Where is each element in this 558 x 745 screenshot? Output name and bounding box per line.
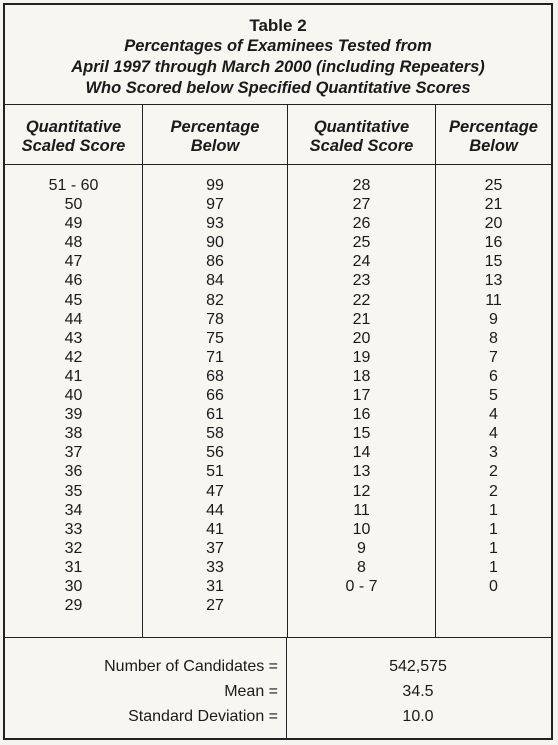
table-cell: 30	[64, 577, 83, 595]
summary-values	[287, 638, 549, 738]
table-cell: 45	[64, 291, 83, 309]
table-cell: 27	[206, 597, 224, 615]
table-cell: 7	[489, 348, 498, 366]
table-cell: 35	[64, 482, 83, 500]
table-cell: 13	[484, 272, 503, 290]
table-cell: 33	[206, 558, 224, 576]
table-cell: 28	[352, 177, 371, 194]
table-cell: 84	[206, 272, 224, 290]
table-subtitle-line-1: Percentages of Examinees Tested from	[124, 37, 432, 55]
table-cell: 44	[64, 310, 83, 328]
left-score-header-line-2: Scaled Score	[21, 137, 126, 155]
table-cell: 58	[206, 425, 224, 443]
table-cell: 47	[64, 253, 83, 271]
table-cell: 16	[484, 234, 503, 252]
table-cell: 8	[357, 558, 366, 576]
table-label: Table 2	[249, 16, 307, 35]
left-score-column	[5, 105, 142, 637]
right-percentage-header-line-1: Percentage	[449, 118, 538, 136]
table-cell: 21	[484, 196, 503, 214]
table-cell: 40	[64, 387, 83, 405]
table-cell: 37	[206, 539, 224, 557]
table-cell: 5	[489, 387, 498, 405]
table-cell: 32	[64, 539, 83, 557]
right-percentage-column	[435, 105, 551, 637]
table-cell: 8	[489, 329, 498, 347]
table-cell: 4	[489, 425, 498, 443]
table-cell: 66	[206, 387, 224, 405]
table-cell: 25	[484, 177, 503, 194]
right-score-header	[288, 105, 435, 165]
table-cell: 46	[64, 272, 83, 290]
table-cell: 9	[489, 310, 498, 328]
table-cell: 51 - 60	[48, 177, 99, 194]
left-percentage-header-line-2: Below	[190, 137, 240, 155]
table-cell: 97	[206, 196, 224, 214]
table-cell: 82	[206, 291, 224, 309]
table-cell: 12	[352, 482, 371, 500]
summary-labels	[5, 638, 287, 738]
mean-label: Mean =	[224, 683, 278, 700]
table-cell: 23	[352, 272, 371, 290]
table-cell: 42	[64, 348, 83, 366]
table-cell: 0	[489, 577, 498, 595]
table-cell: 11	[353, 501, 370, 519]
table-cell: 6	[489, 367, 498, 385]
right-score-header-line-2: Scaled Score	[309, 137, 414, 155]
table-cell: 43	[64, 329, 83, 347]
table-cell: 78	[206, 310, 224, 328]
table-cell: 71	[206, 348, 224, 366]
table-cell: 1	[489, 520, 498, 538]
right-percentage-header-line-2: Below	[469, 137, 518, 155]
candidates-value: 542,575	[389, 658, 447, 675]
score-grid	[5, 105, 551, 638]
table-cell: 18	[352, 367, 371, 385]
table-cell: 34	[64, 501, 83, 519]
table-cell: 44	[206, 501, 224, 519]
right-score-header-line-1: Quantitative	[313, 118, 410, 136]
left-percentage-column	[142, 105, 287, 637]
table-cell: 93	[206, 215, 224, 233]
table-cell: 11	[485, 291, 502, 309]
table-cell: 0 - 7	[345, 577, 378, 595]
table-cell: 1	[489, 558, 498, 576]
left-score-header-line-1: Quantitative	[25, 118, 122, 136]
left-percentage-values	[143, 165, 287, 615]
left-percentage-header	[143, 105, 287, 165]
standard-deviation-value: 10.0	[402, 708, 434, 725]
table-title-block	[5, 5, 551, 105]
table-cell: 24	[352, 253, 371, 271]
table-cell: 86	[206, 253, 224, 271]
table-cell: 14	[352, 444, 371, 462]
right-percentage-values	[436, 165, 551, 596]
table-cell: 39	[64, 406, 83, 424]
standard-deviation-label: Standard Deviation =	[128, 708, 278, 725]
table-cell: 1	[489, 539, 498, 557]
table-cell: 41	[206, 520, 224, 538]
table-cell: 68	[206, 367, 224, 385]
left-score-header	[5, 105, 142, 165]
table-cell: 90	[206, 234, 224, 252]
table-cell: 56	[206, 444, 224, 462]
table-cell: 27	[352, 196, 371, 214]
table-cell: 99	[206, 177, 224, 194]
table-cell: 2	[489, 482, 498, 500]
table-cell: 13	[352, 463, 371, 481]
table-cell: 61	[206, 406, 224, 424]
table-cell: 41	[64, 367, 83, 385]
table-cell: 48	[64, 234, 83, 252]
table-cell: 3	[489, 444, 498, 462]
table-cell: 9	[357, 539, 366, 557]
table-cell: 26	[352, 215, 371, 233]
left-percentage-header-line-1: Percentage	[170, 118, 260, 136]
right-percentage-header	[436, 105, 551, 165]
mean-value: 34.5	[402, 683, 434, 700]
table-cell: 17	[352, 387, 371, 405]
table-cell: 31	[206, 577, 224, 595]
table-cell: 47	[206, 482, 224, 500]
table-cell: 2	[489, 463, 498, 481]
table-cell: 22	[352, 291, 371, 309]
score-table-document	[3, 3, 553, 740]
table-cell: 4	[489, 406, 498, 424]
candidates-label: Number of Candidates =	[104, 658, 278, 675]
table-cell: 25	[352, 234, 371, 252]
table-subtitle-line-2: April 1997 through March 2000 (including Repeaters)	[71, 58, 485, 76]
table-cell: 37	[64, 444, 83, 462]
table-cell: 31	[64, 558, 83, 576]
table-cell: 15	[352, 425, 371, 443]
table-cell: 20	[484, 215, 503, 233]
table-cell: 29	[64, 597, 83, 615]
table-cell: 19	[352, 348, 371, 366]
right-score-values	[288, 165, 435, 596]
table-cell: 33	[64, 520, 83, 538]
table-cell: 49	[64, 215, 83, 233]
table-cell: 51	[206, 463, 224, 481]
table-cell: 21	[352, 310, 371, 328]
table-cell: 50	[64, 196, 83, 214]
table-cell: 10	[352, 520, 371, 538]
table-subtitle-line-3: Who Scored below Specified Quantitative Scores	[85, 79, 471, 97]
table-cell: 75	[206, 329, 224, 347]
table-cell: 16	[352, 406, 371, 424]
summary-stats	[5, 638, 551, 738]
table-cell: 15	[484, 253, 503, 271]
left-score-values	[5, 165, 142, 615]
table-cell: 1	[489, 501, 498, 519]
table-cell: 38	[64, 425, 83, 443]
right-score-column	[287, 105, 435, 637]
table-cell: 36	[64, 463, 83, 481]
table-cell: 20	[352, 329, 371, 347]
